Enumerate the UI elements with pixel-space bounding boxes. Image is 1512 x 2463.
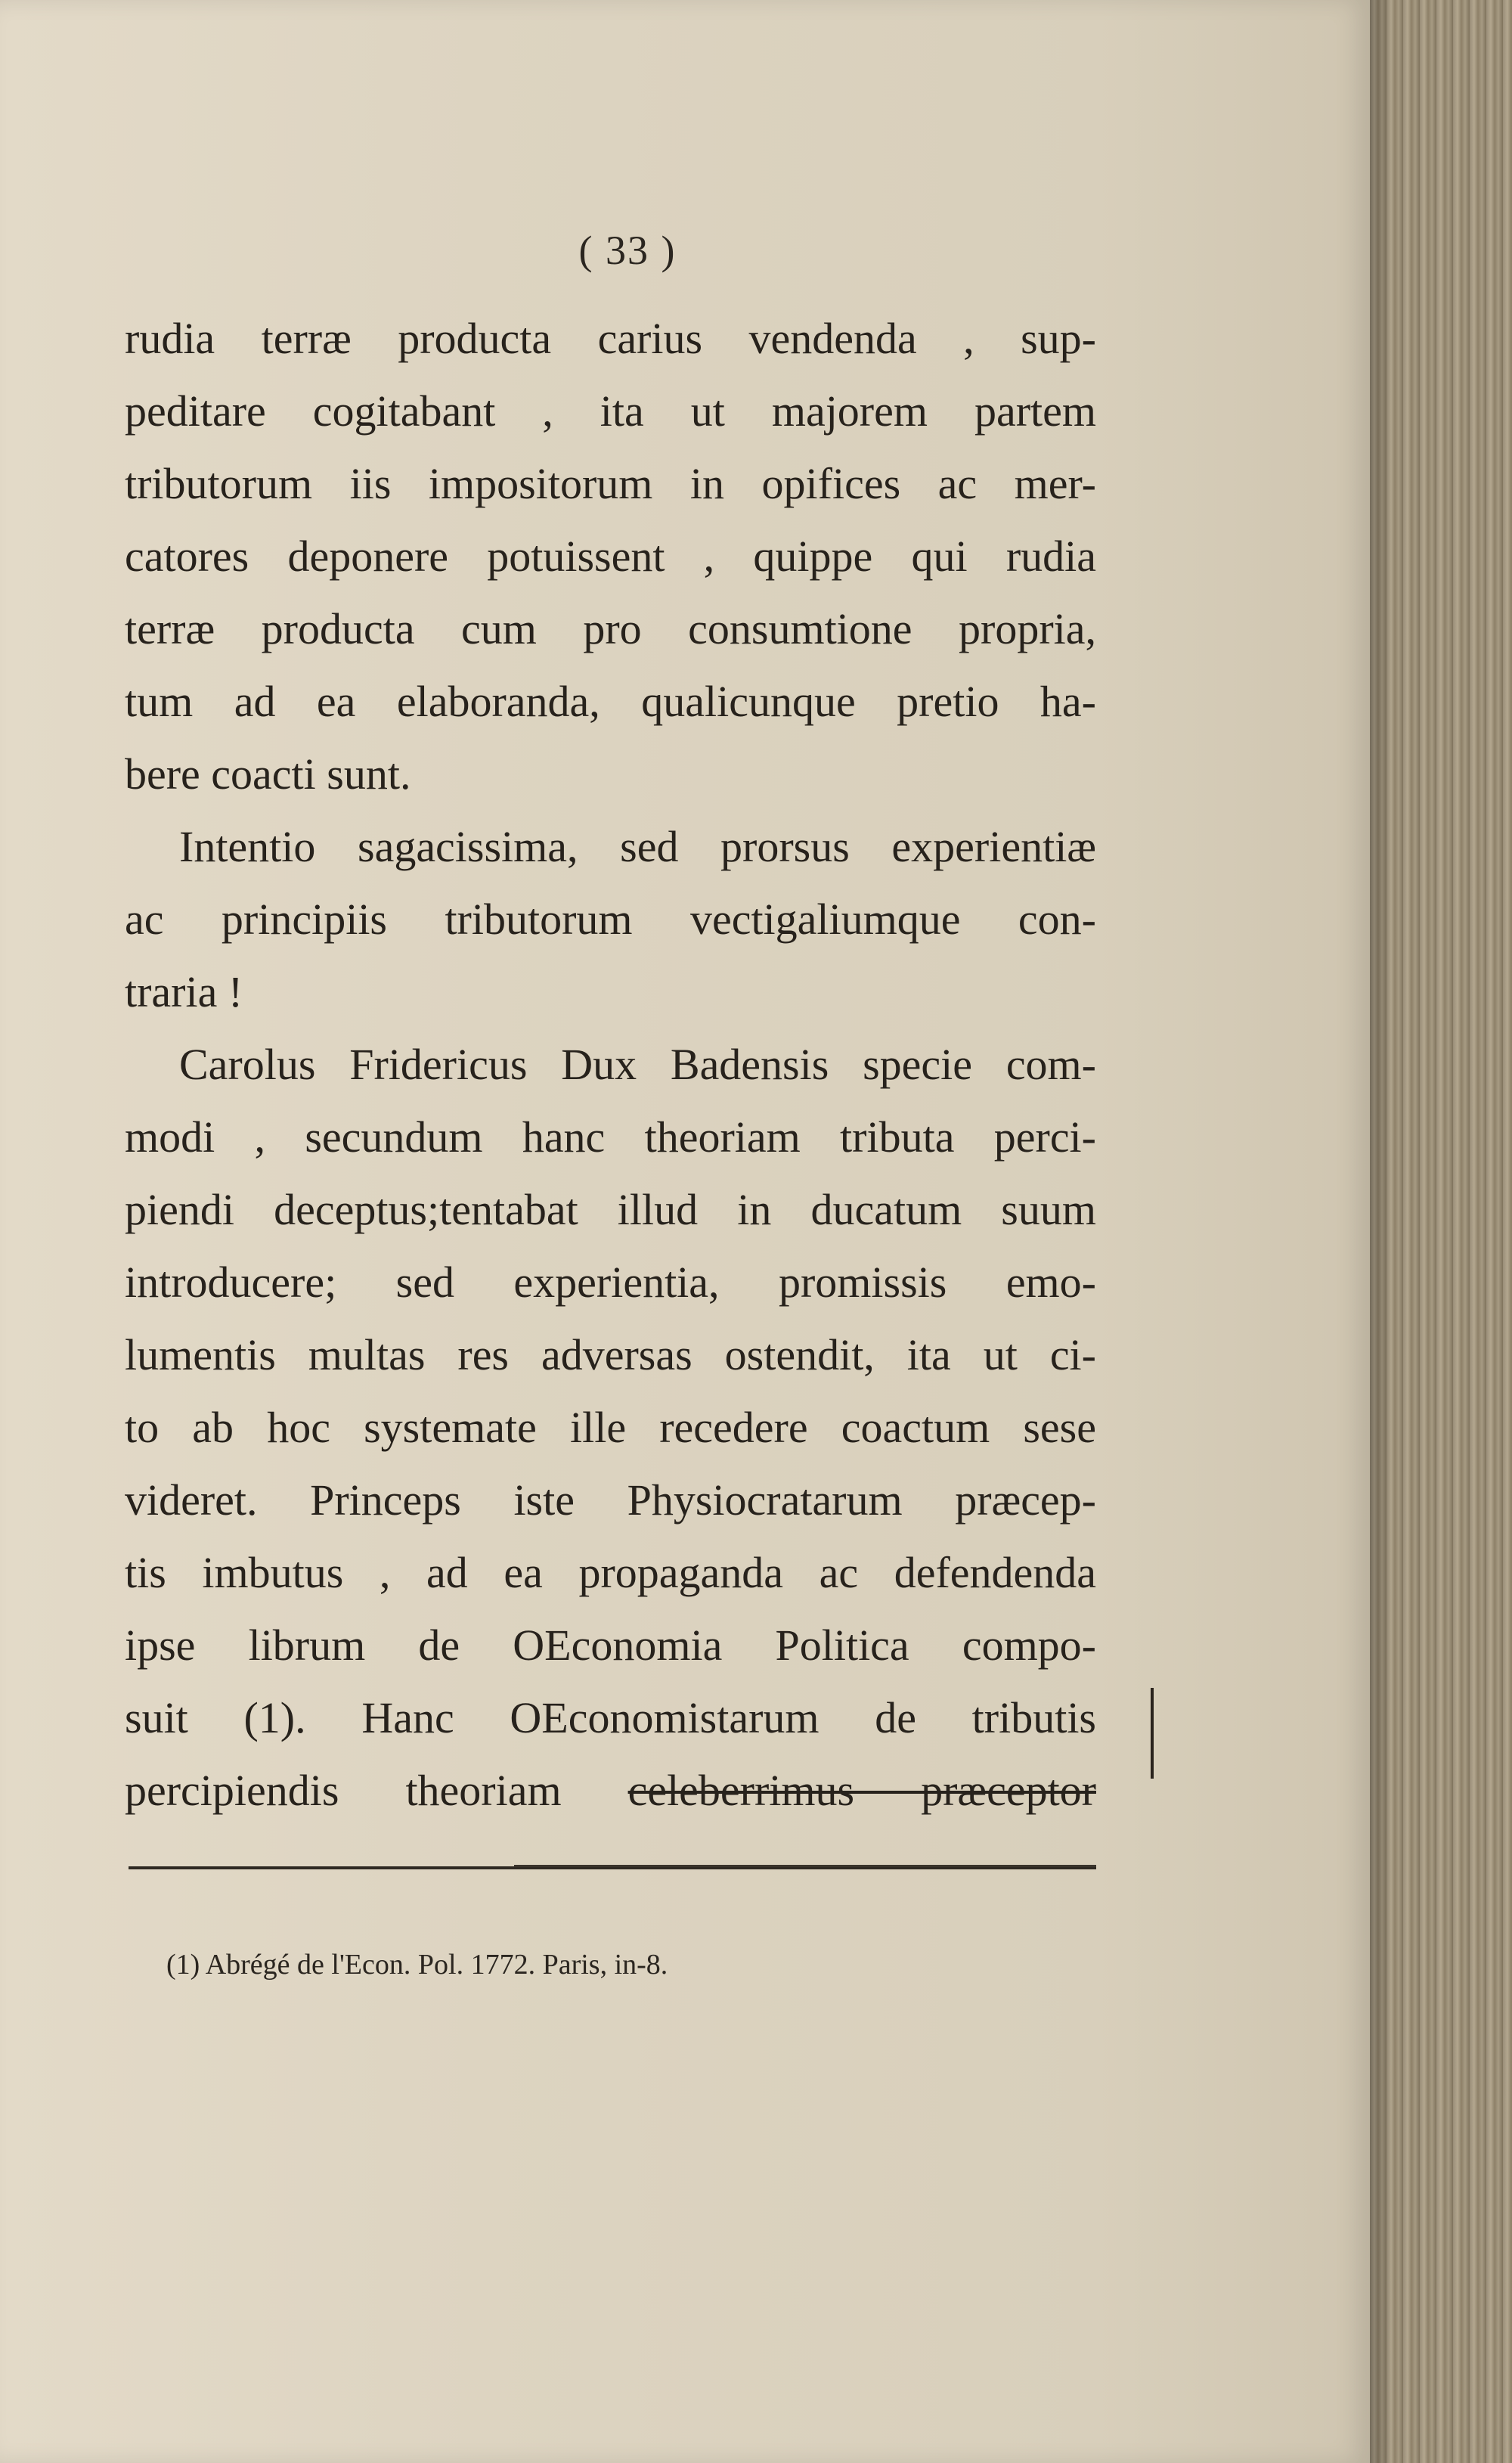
text-line: Intentio sagacissima, sed prorsus experientiæ <box>179 822 1096 871</box>
text-line: Carolus Fridericus Dux Badensis specie com- <box>179 1040 1096 1089</box>
text-line: tis imbutus , ad ea propaganda ac defendenda <box>125 1548 1096 1597</box>
text-line: catores deponere potuissent , quippe qui rudia <box>125 532 1096 581</box>
text-line: suit (1). Hanc OEconomistarum de tributis <box>125 1693 1096 1742</box>
final-text-line <box>125 1754 1096 1827</box>
text-line: videret. Princeps iste Physiocratarum præcep- <box>125 1475 1096 1525</box>
text-line: ipse librum de OEconomia Politica compo- <box>125 1621 1096 1670</box>
text-line: bere coacti sunt. <box>125 749 411 799</box>
text-line: introducere; sed experientia, promissis emo- <box>125 1258 1096 1307</box>
book-page-edges <box>1370 0 1512 2463</box>
text-line: tum ad ea elaboranda, qualicunque pretio ha- <box>125 677 1096 726</box>
text-line: ac principiis tributorum vectigaliumque con- <box>125 895 1096 944</box>
text-line: modi , secundum hanc theoriam tributa perci- <box>125 1112 1096 1162</box>
text-line: terræ producta cum pro consumtione propria, <box>125 604 1096 653</box>
footnote: (1) Abrégé de l'Econ. Pol. 1772. Paris, in-8. <box>166 1949 668 1981</box>
body-text <box>125 302 1096 1827</box>
text-line: peditare cogitabant , ita ut majorem partem <box>125 386 1096 436</box>
struck-through-text: celeberrimus præceptor <box>627 1766 1096 1815</box>
text-line: to ab hoc systemate ille recedere coactum sese <box>125 1403 1096 1452</box>
text-line: tributorum iis impositorum in opifices ac mer- <box>125 459 1096 508</box>
text-line: traria ! <box>125 967 243 1016</box>
text-line: lumentis multas res adversas ostendit, ita ut ci- <box>125 1330 1096 1379</box>
text-line: piendi deceptus;tentabat illud in ducatum suum <box>125 1185 1096 1234</box>
margin-pencil-mark <box>1151 1688 1154 1779</box>
footnote-rule-secondary <box>514 1865 1096 1867</box>
page-number: ( 33 ) <box>578 228 677 273</box>
final-line-prefix: percipiendis theoriam <box>125 1766 562 1815</box>
text-line: rudia terræ producta carius vendenda , sup- <box>125 314 1096 363</box>
